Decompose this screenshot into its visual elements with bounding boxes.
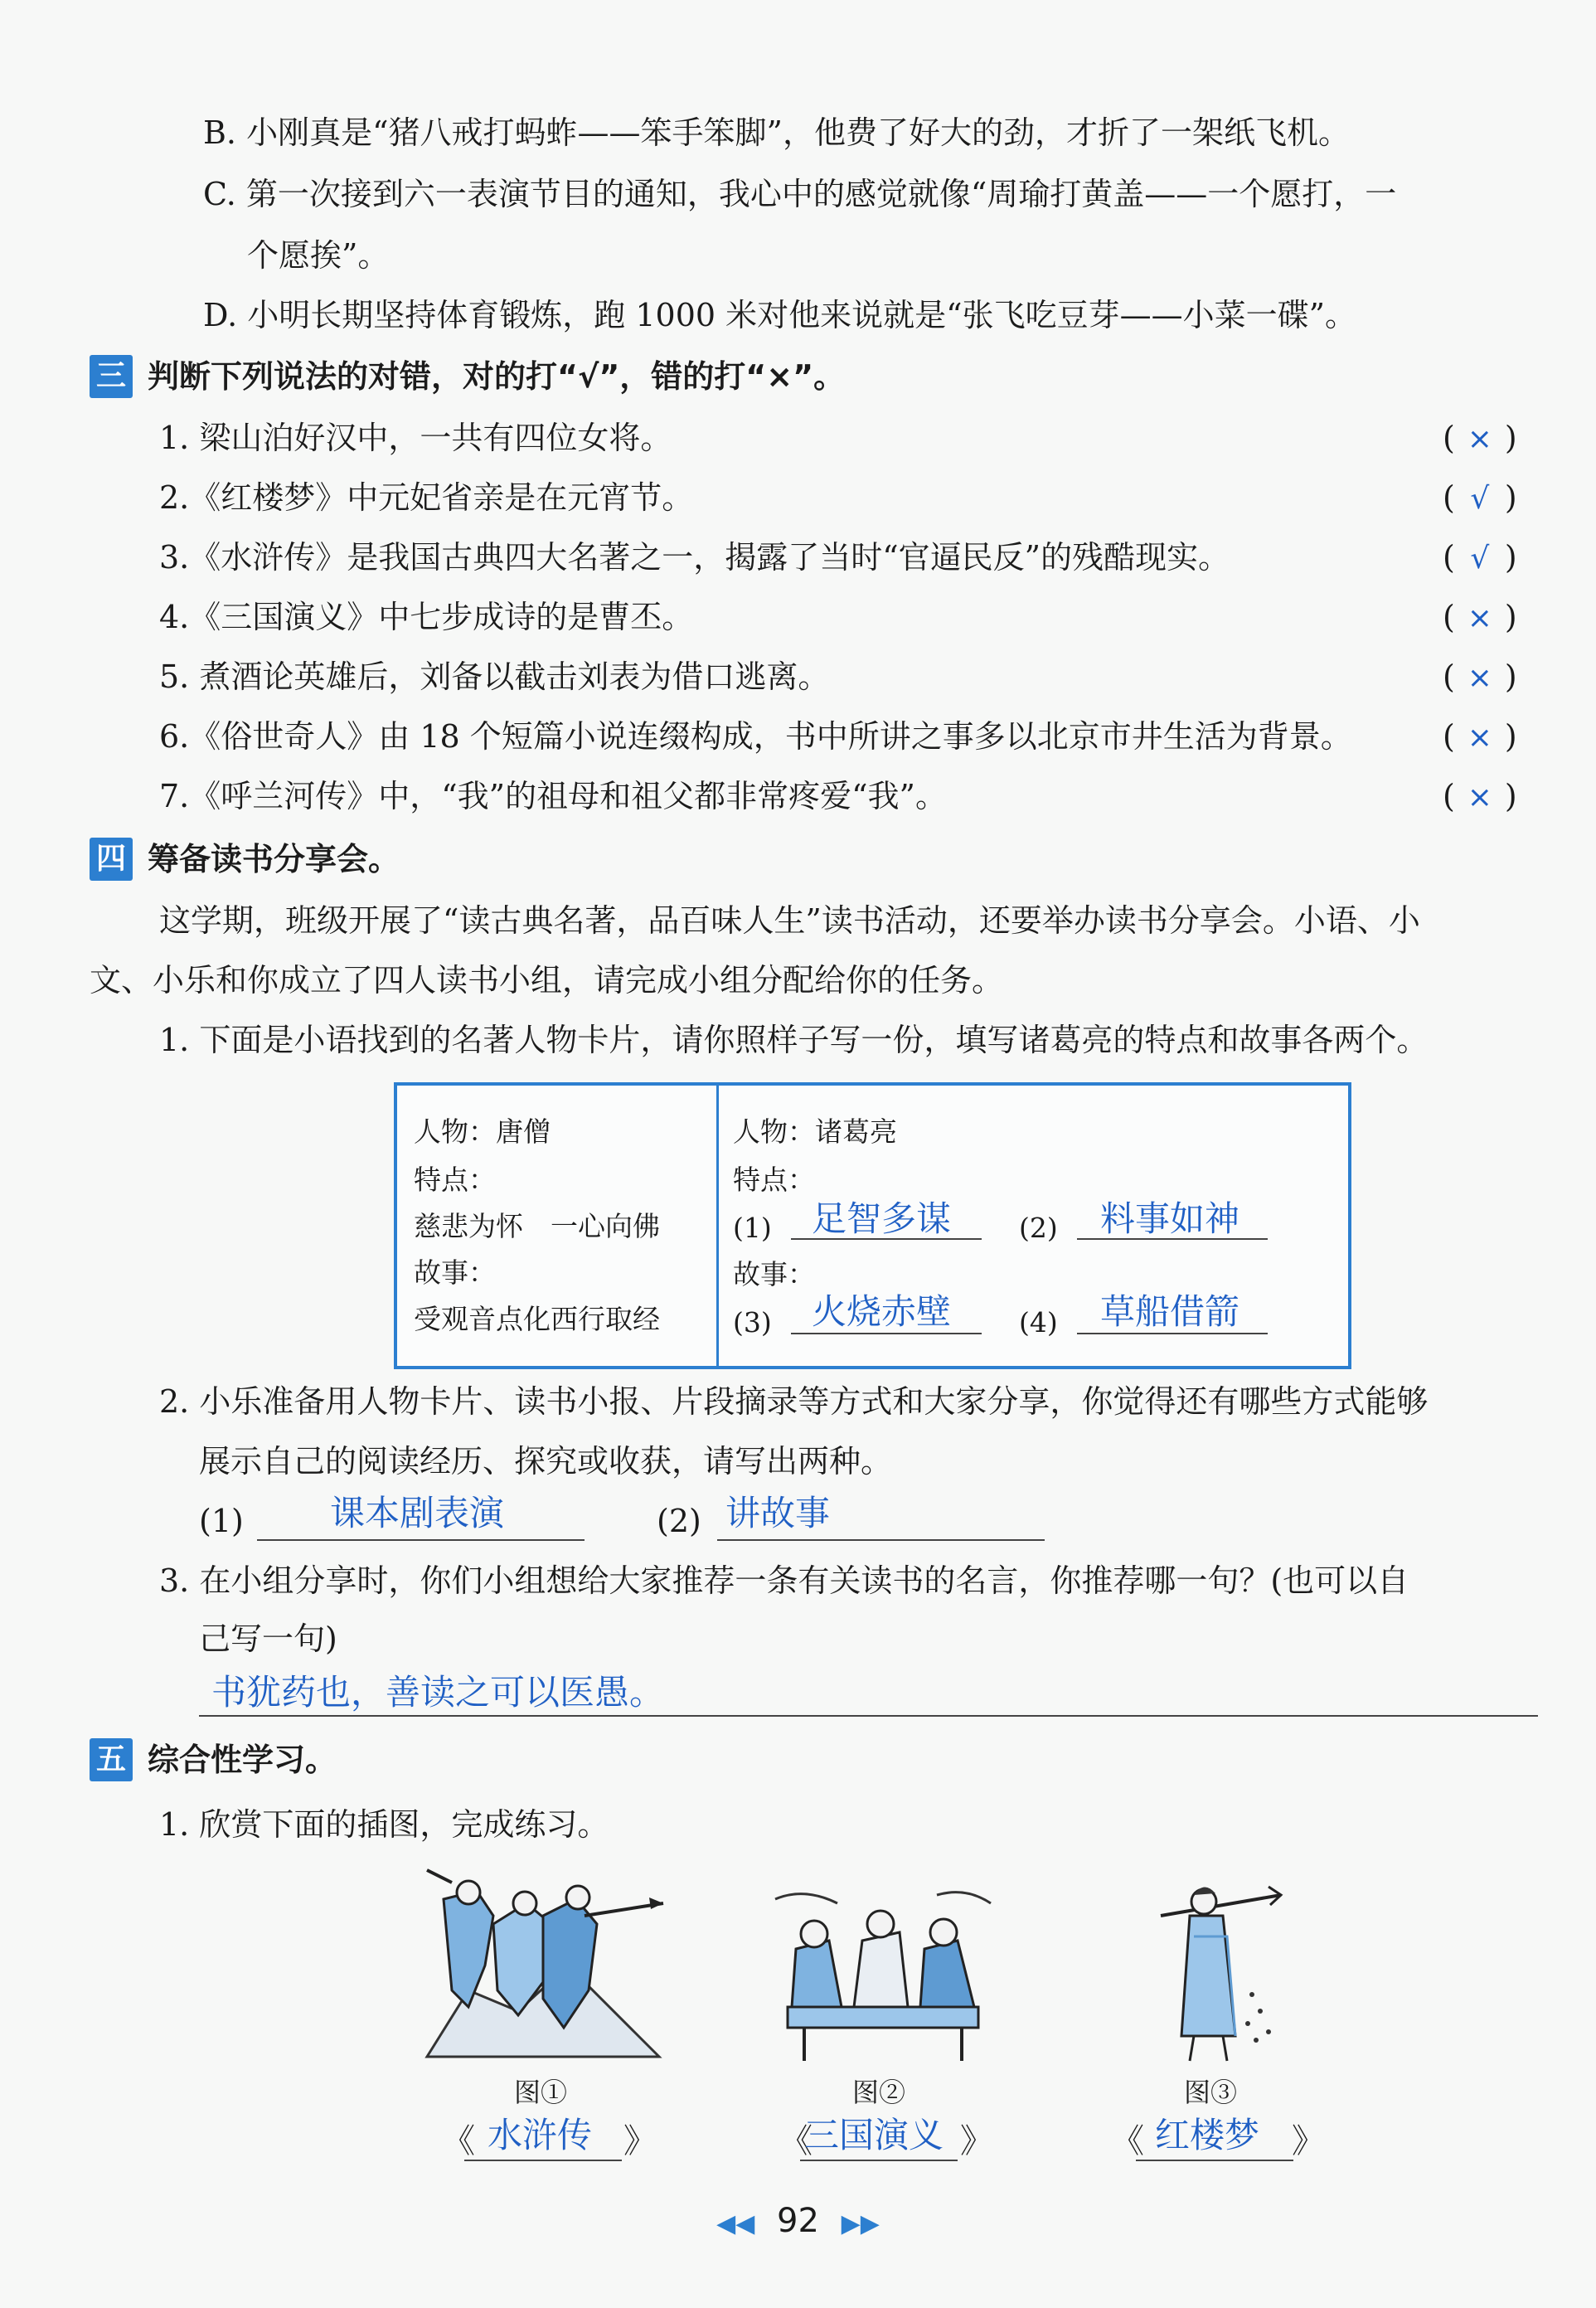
paren-open: ( [1443, 479, 1455, 516]
section5-title: 综合性学习。 [148, 1742, 337, 1778]
paren-close: ) [1504, 420, 1517, 456]
book-open-1: 《 [442, 2122, 475, 2160]
judgement-mark: √ [1470, 542, 1490, 576]
option-d: D. 小明长期坚持体育锻炼，跑 1000 米对他来说就是“张飞吃豆芽——小菜一碟”。 [203, 297, 1356, 333]
figure-2-answer: 三国演义 [804, 2115, 944, 2155]
card-right-trait-label: 特点： [733, 1164, 815, 1196]
book-open-3: 《 [1111, 2122, 1144, 2160]
q2-answer2: 讲故事 [725, 1493, 831, 1533]
card-right-num1: (1) [733, 1212, 772, 1244]
card-right-num3: (3) [733, 1306, 772, 1339]
judgement-answer-box [1443, 534, 1517, 582]
card-right-num4: (4) [1019, 1306, 1058, 1339]
judgement-answer-box [1443, 654, 1517, 702]
book-close-2: 》 [960, 2122, 993, 2160]
illustration-figure-1 [419, 1866, 667, 2068]
question-4-3-line2: 己写一句) [199, 1620, 337, 1657]
card-answer-trait2: 料事如神 [1100, 1198, 1240, 1239]
judgement-mark: × [1467, 721, 1492, 755]
card-underline-2 [1077, 1238, 1268, 1240]
judgement-mark: × [1467, 780, 1492, 814]
judgement-answer-box [1443, 415, 1517, 463]
paren-close: ) [1504, 658, 1517, 695]
paren-close: ) [1504, 718, 1517, 755]
section4-title: 筹备读书分享会。 [148, 841, 400, 877]
card-left-trait-label: 特点： [414, 1164, 496, 1196]
page-number-area [0, 2202, 1596, 2240]
figure-1-answer: 水浒传 [488, 2115, 593, 2155]
question-4-3-line1: 3. 在小组分享时，你们小组想给大家推荐一条有关读书的名言，你推荐哪一句？(也可以自 [159, 1562, 1409, 1599]
paren-open: ( [1443, 420, 1455, 456]
judgement-mark: × [1467, 422, 1492, 456]
question-5-1: 1. 欣赏下面的插图，完成练习。 [159, 1806, 609, 1843]
option-c-line1: C. 第一次接到六一表演节目的通知，我心中的感觉就像“周瑜打黄盖——一个愿打，一 [203, 176, 1397, 212]
card-right-num2: (2) [1019, 1212, 1058, 1244]
page-number: 92 [777, 2202, 819, 2240]
judgement-item-text: 2.《红楼梦》中元妃省亲是在元宵节。 [159, 479, 694, 516]
q2-num1: (1) [199, 1503, 244, 1539]
prev-page-arrows: ◀◀ [716, 2209, 755, 2238]
paren-close: ) [1504, 479, 1517, 516]
illustration-figure-3 [1144, 1870, 1285, 2072]
q3-underline [199, 1715, 1538, 1717]
judgement-answer-box [1443, 713, 1517, 761]
character-card [394, 1082, 1351, 1369]
judgement-mark: √ [1470, 482, 1490, 516]
judgement-answer-box [1443, 773, 1517, 821]
paren-open: ( [1443, 778, 1455, 814]
q2-underline-2 [717, 1539, 1045, 1541]
judgement-mark: × [1467, 601, 1492, 635]
section4-intro-line1: 这学期，班级开展了“读古典名著，品百味人生”读书活动，还要举办读书分享会。小语、小 [159, 902, 1420, 939]
q2-underline-1 [257, 1539, 585, 1541]
card-left-traits: 慈悲为怀 一心向佛 [414, 1210, 660, 1242]
card-left-person: 人物：唐僧 [414, 1115, 551, 1148]
judgement-item-text: 4.《三国演义》中七步成诗的是曹丕。 [159, 599, 694, 635]
q3-answer: 书犹药也，善读之可以医愚。 [211, 1672, 665, 1713]
section4-badge: 四 [90, 838, 133, 881]
section3-title: 判断下列说法的对错，对的打“√”，错的打“×”。 [148, 358, 846, 395]
card-right-story-label: 故事： [733, 1258, 815, 1290]
question-4-1: 1. 下面是小语找到的名著人物卡片，请你照样子写一份，填写诸葛亮的特点和故事各两个。 [159, 1022, 1429, 1058]
figure-3-answer: 红楼梦 [1155, 2115, 1260, 2155]
paren-open: ( [1443, 539, 1455, 576]
question-4-2-line1: 2. 小乐准备用人物卡片、读书小报、片段摘录等方式和大家分享，你觉得还有哪些方式能够 [159, 1383, 1429, 1420]
card-left-story-label: 故事： [414, 1256, 496, 1289]
book-close-3: 》 [1292, 2122, 1325, 2160]
paren-open: ( [1443, 658, 1455, 695]
figure-3-label: 图③ [1184, 2077, 1238, 2108]
figure-2-label: 图② [852, 2077, 906, 2108]
illustration-figure-2 [771, 1883, 995, 2068]
card-underline-4 [1077, 1333, 1268, 1334]
card-right-person: 人物：诸葛亮 [733, 1115, 897, 1148]
card-underline-3 [791, 1333, 982, 1334]
card-underline-1 [791, 1238, 982, 1240]
book-close-1: 》 [623, 2122, 657, 2160]
paren-open: ( [1443, 718, 1455, 755]
judgement-item-text: 6.《俗世奇人》由 18 个短篇小说连缀构成，书中所讲之事多以北京市井生活为背景。 [159, 718, 1352, 755]
figure-1-underline [464, 2160, 622, 2161]
judgement-answer-box [1443, 474, 1517, 522]
card-divider [716, 1086, 719, 1366]
judgement-item-text: 3.《水浒传》是我国古典四大名著之一，揭露了当时“官逼民反”的残酷现实。 [159, 539, 1230, 576]
card-answer-trait1: 足智多谋 [812, 1198, 952, 1239]
q2-answer1: 课本剧表演 [330, 1493, 505, 1533]
figure-1-label: 图① [514, 2077, 568, 2108]
section4-intro-line2: 文、小乐和你成立了四人读书小组，请完成小组分配给你的任务。 [90, 962, 1004, 999]
card-answer-story2: 草船借箭 [1100, 1291, 1240, 1332]
judgement-item-text: 1. 梁山泊好汉中，一共有四位女将。 [159, 420, 672, 456]
paren-close: ) [1504, 599, 1517, 635]
judgement-item-text: 7.《呼兰河传》中，“我”的祖母和祖父都非常疼爱“我”。 [159, 778, 947, 814]
figure-3-underline [1136, 2160, 1293, 2161]
card-answer-story1: 火烧赤壁 [812, 1291, 952, 1332]
judgement-mark: × [1467, 661, 1492, 695]
paren-close: ) [1504, 539, 1517, 576]
paren-open: ( [1443, 599, 1455, 635]
question-4-2-line2: 展示自己的阅读经历、探究或收获，请写出两种。 [199, 1443, 893, 1480]
q2-num2: (2) [657, 1503, 701, 1539]
section3-badge: 三 [90, 355, 133, 398]
paren-close: ) [1504, 778, 1517, 814]
book-open-2: 《 [779, 2122, 813, 2160]
next-page-arrows: ▶▶ [841, 2209, 880, 2238]
option-c-line2: 个愿挨”。 [247, 237, 390, 274]
card-left-story: 受观音点化西行取经 [414, 1303, 660, 1335]
judgement-answer-box [1443, 594, 1517, 642]
section5-badge: 五 [90, 1738, 133, 1781]
judgement-item-text: 5. 煮酒论英雄后，刘备以截击刘表为借口逃离。 [159, 658, 830, 695]
option-b: B. 小刚真是“猪八戒打蚂蚱——笨手笨脚”，他费了好大的劲，才折了一架纸飞机。 [203, 114, 1350, 151]
figure-2-underline [800, 2160, 958, 2161]
